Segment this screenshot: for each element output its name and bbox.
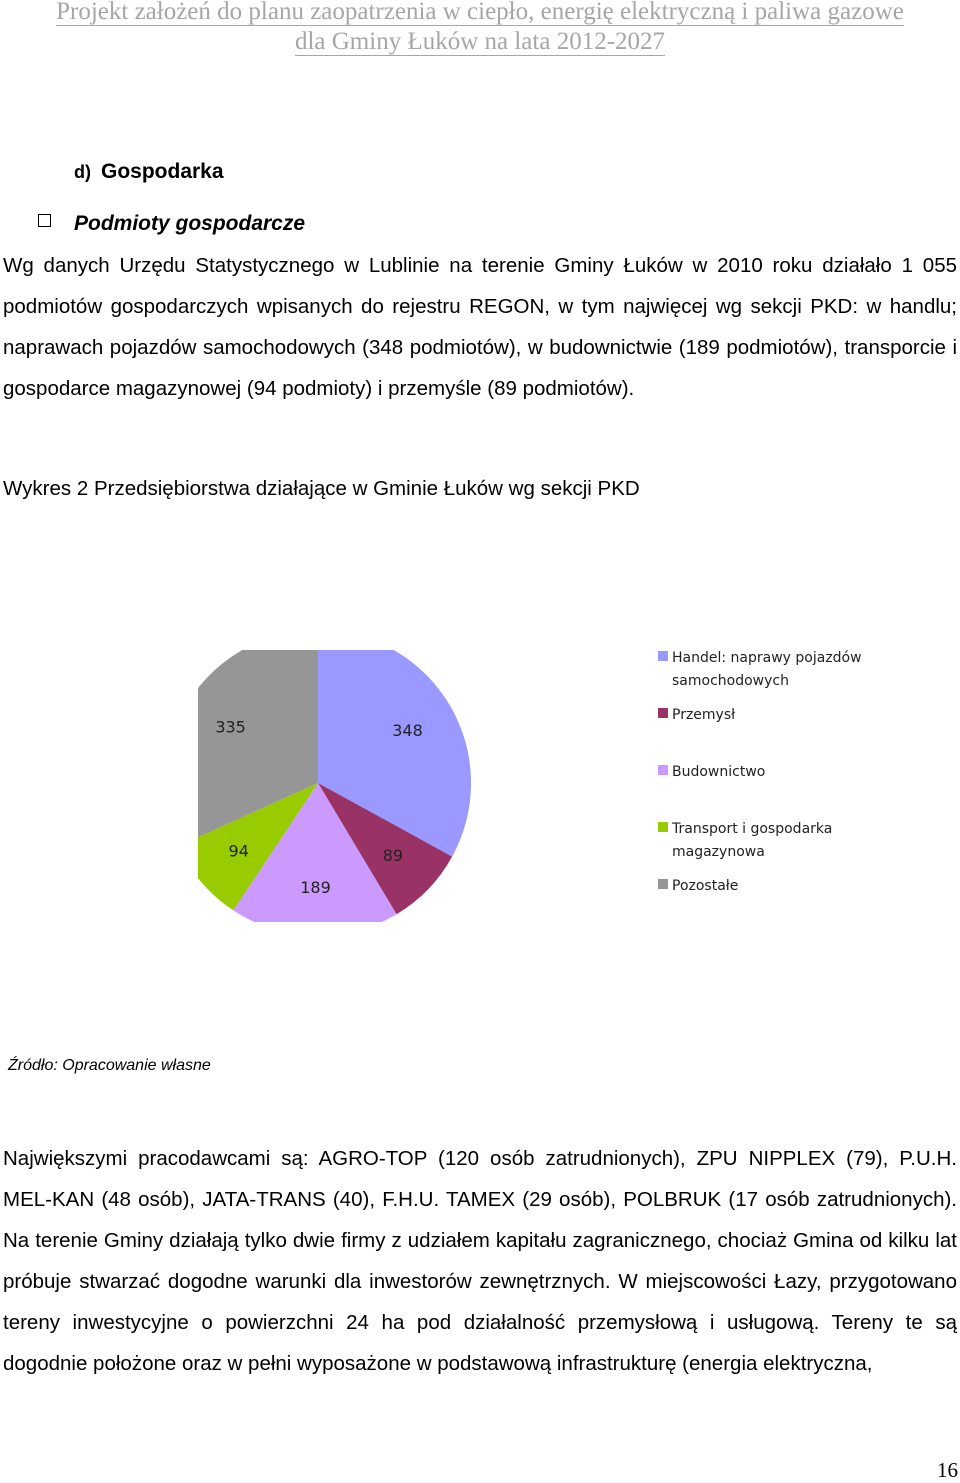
figure-caption: Wykres 2 Przedsiębiorstwa działające w Gminie Łuków wg sekcji PKD bbox=[3, 477, 640, 500]
pie-data-label: 348 bbox=[392, 721, 423, 740]
page-number: 16 bbox=[937, 1458, 958, 1482]
paragraph-businesses: Wg danych Urzędu Statystycznego w Lublinie na terenie Gminy Łuków w 2010 roku działało 1 055 podmiotów gospodarczych wpisanych do rejestru REGON, w tym najwięcej wg sekcji PKD: w handlu; naprawach pojazdów samochodowych (348 podmiotów), w budownictwie (189 podmiotów), transporcie i gospodarce magazynowej (94 podmioty) i przemyśle (89 podmiotów). bbox=[3, 254, 957, 400]
legend-swatch bbox=[658, 708, 668, 718]
legend-label: Budownictwo bbox=[672, 764, 766, 780]
section-title: Gospodarka bbox=[101, 160, 224, 183]
pie-data-label: 94 bbox=[228, 841, 249, 861]
pie-data-label: 89 bbox=[382, 846, 404, 866]
legend-label: magazynowa bbox=[672, 844, 765, 860]
figure-source: Źródło: Opracowanie własne bbox=[8, 1057, 211, 1074]
legend-swatch bbox=[658, 651, 668, 661]
header-title-line-1: Projekt założeń do planu zaopatrzenia w ciepło, energię elektryczną i paliwa gazowe bbox=[56, 0, 904, 25]
section-letter: d) bbox=[74, 162, 91, 182]
subsection-title: Podmioty gospodarcze bbox=[74, 212, 306, 235]
legend-swatch bbox=[658, 879, 668, 889]
legend-swatch bbox=[658, 822, 668, 832]
legend-label: Przemysł bbox=[672, 707, 736, 723]
legend-swatch bbox=[658, 765, 668, 775]
paragraph-employers: Największymi pracodawcami są: AGRO-TOP (120 osób zatrudnionych), ZPU NIPPLEX (79), P.U.H. MEL-KAN (48 osób), JATA-TRANS (40), F.H.U. TAMEX (29 osób), POLBRUK (17 osób zatrudnionych). Na terenie Gminy działają tylko dwie firmy z udziałem kapitału zagranicznego, chociaż Gmina od kilku lat próbuje stwarzać dogodne warunki dla inwestorów zewnętrznych. W miejscowości Łazy, przygotowano tereny inwestycyjne o powierzchni 24 ha pod działalność przemysłową i usługową. Tereny te są dogodnie położone oraz w pełni wyposażone w podstawową infrastrukturę (energia elektryczna, bbox=[3, 1147, 957, 1375]
chart-legend bbox=[658, 650, 862, 894]
pie-data-label: 335 bbox=[215, 717, 246, 737]
legend-label: samochodowych bbox=[672, 673, 789, 689]
legend-label: Transport i gospodarka bbox=[672, 821, 833, 837]
pie-data-label: 189 bbox=[300, 878, 331, 897]
legend-label: Pozostałe bbox=[672, 878, 739, 894]
legend-label: Handel: naprawy pojazdów bbox=[672, 650, 862, 666]
header-title-line-2: dla Gminy Łuków na lata 2012-2027 bbox=[294, 28, 666, 55]
